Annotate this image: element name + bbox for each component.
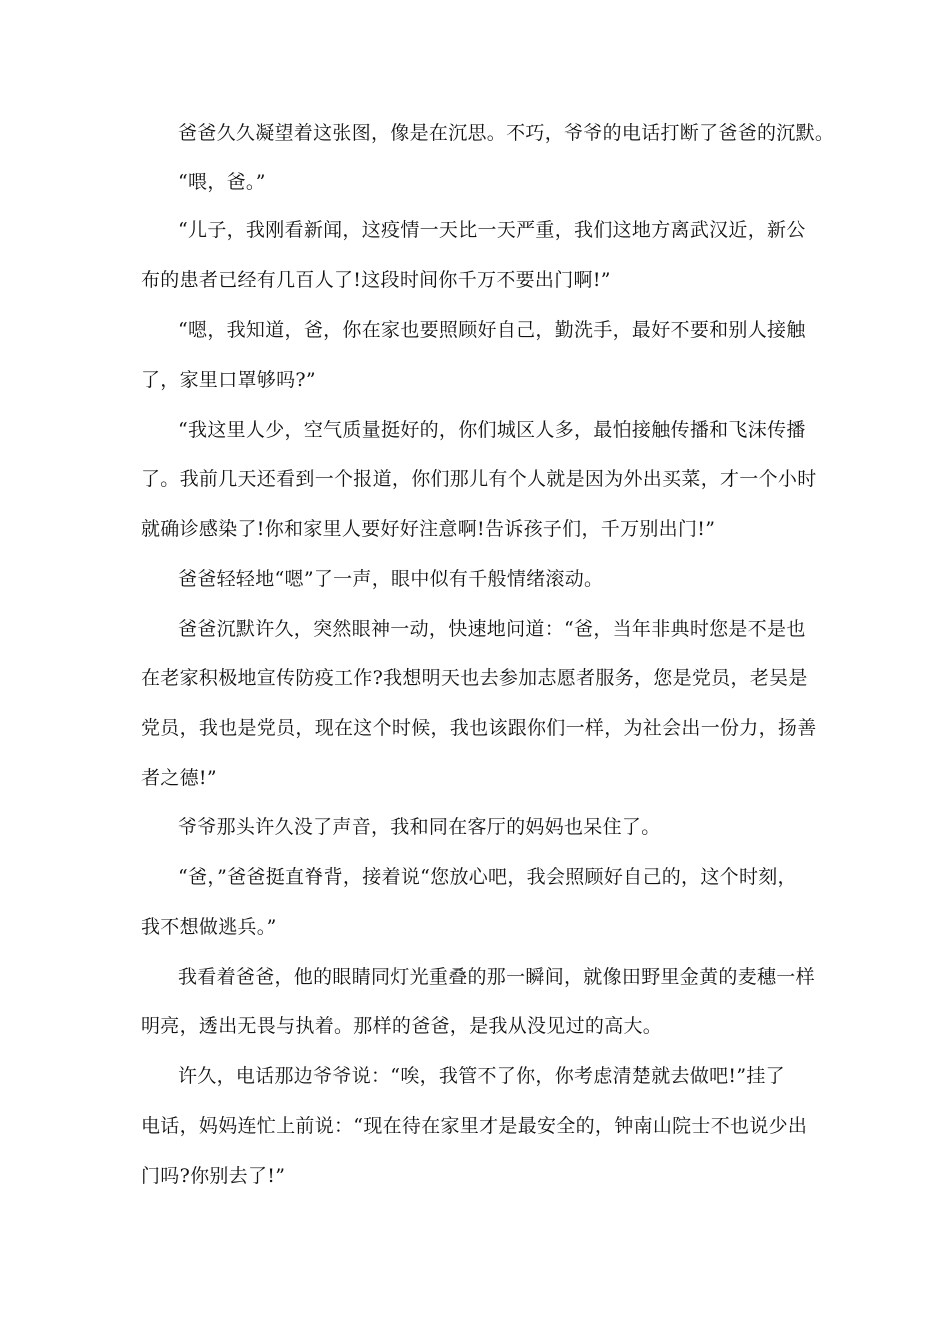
text-line: “爸，”爸爸挺直脊背，接着说“您放心吧，我会照顾好自己的，这个时刻， bbox=[178, 866, 797, 888]
text-line: “我这里人少，空气质量挺好的，你们城区人多，最怕接触传播和飞沫传播 bbox=[178, 419, 806, 441]
text-line: 门吗?你别去了!” bbox=[141, 1165, 286, 1187]
text-line: 我看着爸爸，他的眼睛同灯光重叠的那一瞬间，就像田野里金黄的麦穗一样 bbox=[178, 966, 815, 988]
text-line: 爸爸久久凝望着这张图，像是在沉思。不巧，爷爷的电话打断了爸爸的沉默。 bbox=[178, 122, 835, 144]
text-line: “嗯，我知道，爸，你在家也要照顾好自己，勤洗手，最好不要和别人接触 bbox=[178, 319, 806, 341]
text-line: 电话，妈妈连忙上前说：“现在待在家里才是最安全的，钟南山院士不也说少出 bbox=[141, 1115, 808, 1137]
text-line: 我不想做逃兵。” bbox=[141, 916, 277, 938]
text-line: 在老家积极地宣传防疫工作?我想明天也去参加志愿者服务，您是党员，老吴是 bbox=[141, 667, 808, 689]
text-line: 了，家里口罩够吗?” bbox=[141, 369, 316, 391]
text-line: “喂，爸。” bbox=[178, 171, 266, 193]
text-line: 就确诊感染了!你和家里人要好好注意啊!告诉孩子们，千万别出门!” bbox=[141, 518, 716, 540]
text-line: 许久，电话那边爷爷说：“唉，我管不了你，你考虑清楚就去做吧!”挂了 bbox=[178, 1065, 785, 1087]
text-line: 布的患者已经有几百人了!这段时间你千万不要出门啊!” bbox=[141, 269, 611, 291]
text-line: 党员，我也是党员，现在这个时候，我也该跟你们一样，为社会出一份力，扬善 bbox=[141, 717, 817, 739]
text-line: 明亮，透出无畏与执着。那样的爸爸，是我从没见过的高大。 bbox=[141, 1015, 663, 1037]
text-line: 爸爸轻轻地“嗯”了一声，眼中似有千般情绪滚动。 bbox=[178, 568, 604, 590]
text-line: 爸爸沉默许久，突然眼神一动，快速地问道：“爸，当年非典时您是不是也 bbox=[178, 618, 806, 640]
text-line: 者之德!” bbox=[141, 767, 217, 789]
text-line: “儿子，我刚看新闻，这疫情一天比一天严重，我们这地方离武汉近，新公 bbox=[178, 219, 806, 241]
text-line: 爷爷那头许久没了声音，我和同在客厅的妈妈也呆住了。 bbox=[178, 816, 661, 838]
text-line: 了。我前几天还看到一个报道，你们那儿有个人就是因为外出买菜，才一个小时 bbox=[141, 468, 817, 490]
